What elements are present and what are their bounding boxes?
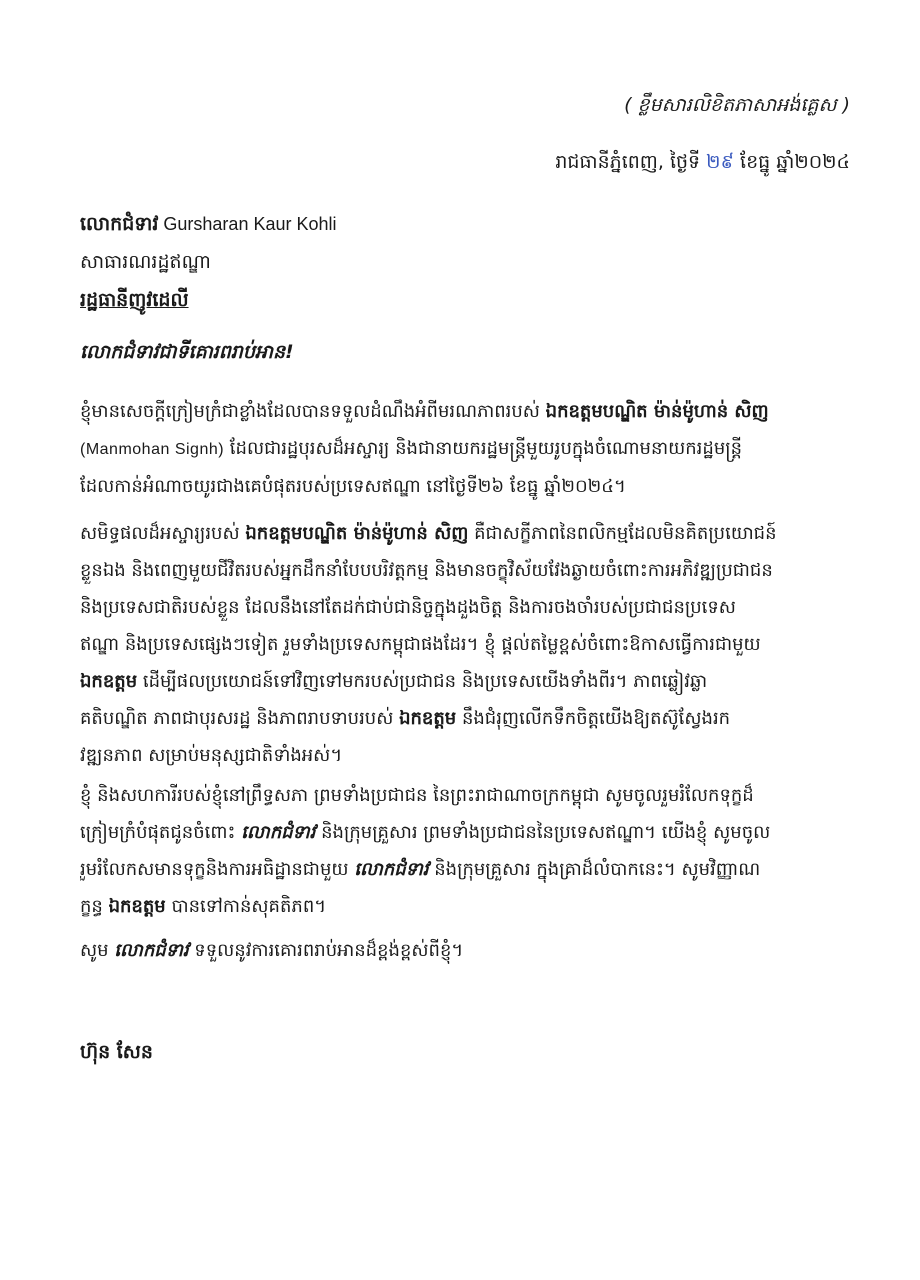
text-span: និងក្រុមគ្រួសារ ក្នុងគ្រាដ៏លំបាកនេះ។ សូមវិញ្ញាណ	[428, 859, 761, 880]
text-span: ក្រៀមក្រំបំផុតជូនចំពោះ	[80, 822, 242, 843]
paragraph-2-line-3: និងប្រទេសជាតិរបស់ខ្លួន ដែលនឹងនៅតែដក់ជាប់ជានិច្ចក្នុងដួងចិត្ត និងការចងចាំរបស់ប្រជាជនប្រទេស	[80, 597, 736, 618]
paragraph-1	[80, 393, 846, 505]
paragraph-3-line-3	[80, 851, 846, 888]
translation-note: ( ខ្លឹមសារលិខិតភាសាអង់គ្លេស )	[624, 94, 850, 116]
paragraph-3-line-2	[80, 814, 846, 851]
text-span: បានទៅកាន់សុគតិភព។	[165, 896, 327, 917]
salutation: លោកជំទាវជាទីគោរពរាប់អាន!	[80, 341, 294, 363]
paragraph-3-line-4	[80, 888, 846, 925]
bold-span: ឯកឧត្ដមបណ្ឌិត ម៉ាន់ម៉ូហាន់ សិញ	[545, 401, 769, 422]
bold-italic-span: លោកជំទាវ	[241, 822, 316, 843]
recipient-city: រដ្ឋធានីញូវដេលី	[80, 289, 189, 311]
dateline	[555, 150, 850, 178]
paragraph-2-line-1	[80, 515, 846, 552]
paragraph-3	[80, 777, 846, 925]
text-span: និងក្រុមគ្រួសារ ព្រមទាំងប្រជាជននៃប្រទេសឥណ្ឌា។ យើងខ្ញុំ សូមចូល	[315, 822, 771, 843]
text-span: ក្ខន្ធ	[80, 896, 109, 917]
bold-span: ឯកឧត្ដមបណ្ឌិត ម៉ាន់ម៉ូហាន់ សិញ	[245, 523, 469, 544]
text-span: សមិទ្ធផលដ៏អស្ចារ្យរបស់	[80, 523, 246, 544]
recipient-name: Gursharan Kaur Kohli	[158, 214, 337, 234]
paragraph-2-line-5	[80, 663, 846, 700]
latin-name-span: (Manmohan Signh)	[80, 441, 225, 458]
text-span: រួមរំលែកសមានទុក្ខនិងការអធិដ្ឋានជាមួយ	[80, 859, 355, 880]
recipient-name-line	[80, 205, 337, 243]
paragraph-1-line-3: ដែលកាន់អំណាចយូរជាងគេបំផុតរបស់ប្រទេសឥណ្ឌា នៅថ្ងៃទី២៦ ខែធ្នូ ឆ្នាំ២០២៤។	[80, 476, 626, 497]
bold-italic-span: លោកជំទាវ	[114, 940, 189, 961]
text-span: គឺជាសក្ខីភាពនៃពលិកម្មដែលមិនគិតប្រយោជន៍	[468, 523, 777, 544]
text-span: ខ្ញុំមានសេចក្ដីក្រៀមក្រំជាខ្លាំងដែលបានទទួលដំណឹងអំពីមរណភាពរបស់	[80, 401, 546, 422]
recipient-block	[80, 205, 337, 319]
text-span: ដែលជារដ្ឋបុរសដ៏អស្ចារ្យ និងជានាយករដ្ឋមន្ត្រីមួយរូបក្នុងចំណោមនាយករដ្ឋមន្ត្រី	[224, 438, 743, 459]
recipient-title: លោកជំទាវ	[80, 213, 159, 235]
paragraph-2-line-2: ខ្លួនឯង និងពេញមួយជីវិតរបស់អ្នកដឹកនាំបែបបរិវត្តកម្ម និងមានចក្ខុវិស័យវែងឆ្ងាយចំពោះការអភិវឌ្ឍប្រជាជន	[80, 560, 773, 581]
paragraph-2-line-7: វឌ្ឍនភាព សម្រាប់មនុស្សជាតិទាំងអស់។	[80, 745, 343, 766]
date-prefix: រាជធានីភ្នំពេញ, ថ្ងៃទី	[555, 151, 707, 173]
text-span: គតិបណ្ឌិត ភាពជាបុរសរដ្ឋ និងភាពរាបទាបរបស់	[80, 708, 400, 729]
paragraph-4-line-1	[80, 932, 846, 969]
text-span: ទទួលនូវការគោរពរាប់អានដ៏ខ្ពង់ខ្ពស់ពីខ្ញុំ។	[188, 940, 464, 961]
paragraph-2-line-4: ឥណ្ឌា និងប្រទេសផ្សេងៗទៀត រួមទាំងប្រទេសកម្ពុជាផងដែរ។ ខ្ញុំ ផ្ដល់តម្លៃខ្ពស់ចំពោះឱកាសធ្វើការជាមួយ	[80, 634, 761, 655]
bold-span: ឯកឧត្ដម	[399, 708, 457, 729]
date-suffix: ខែធ្នូ ឆ្នាំ២០២៤	[734, 151, 850, 173]
bold-span: ឯកឧត្ដម	[80, 671, 138, 692]
paragraph-3-line-1: ខ្ញុំ និងសហការីរបស់ខ្ញុំនៅព្រឹទ្ធសភា ព្រមទាំងប្រជាជន នៃព្រះរាជាណាចក្រកម្ពុជា សូមចូលរួមរំលែកទុក្ខដ៏	[80, 785, 754, 806]
date-day: ២៩	[706, 151, 734, 173]
recipient-country: សាធារណរដ្ឋឥណ្ឌា	[80, 251, 211, 273]
paragraph-4	[80, 932, 846, 969]
paragraph-2	[80, 515, 846, 774]
text-span: នឹងជំរុញលើកទឹកចិត្តយើងឱ្យតស៊ូស្វែងរក	[456, 708, 731, 729]
bold-span: ឯកឧត្ដម	[108, 896, 166, 917]
text-span: ដើម្បីផលប្រយោជន៍ទៅវិញទៅមករបស់ប្រជាជន និងប្រទេសយើងទាំងពីរ។ ភាពឆ្លៀវឆ្លា	[137, 671, 708, 692]
paragraph-1-line-2	[80, 430, 846, 468]
text-span: សូម	[80, 940, 115, 961]
paragraph-1-line-1	[80, 393, 846, 430]
paragraph-2-line-6	[80, 700, 846, 737]
signature-name: ហ៊ុន សែន	[80, 1041, 153, 1063]
bold-italic-span: លោកជំទាវ	[354, 859, 429, 880]
